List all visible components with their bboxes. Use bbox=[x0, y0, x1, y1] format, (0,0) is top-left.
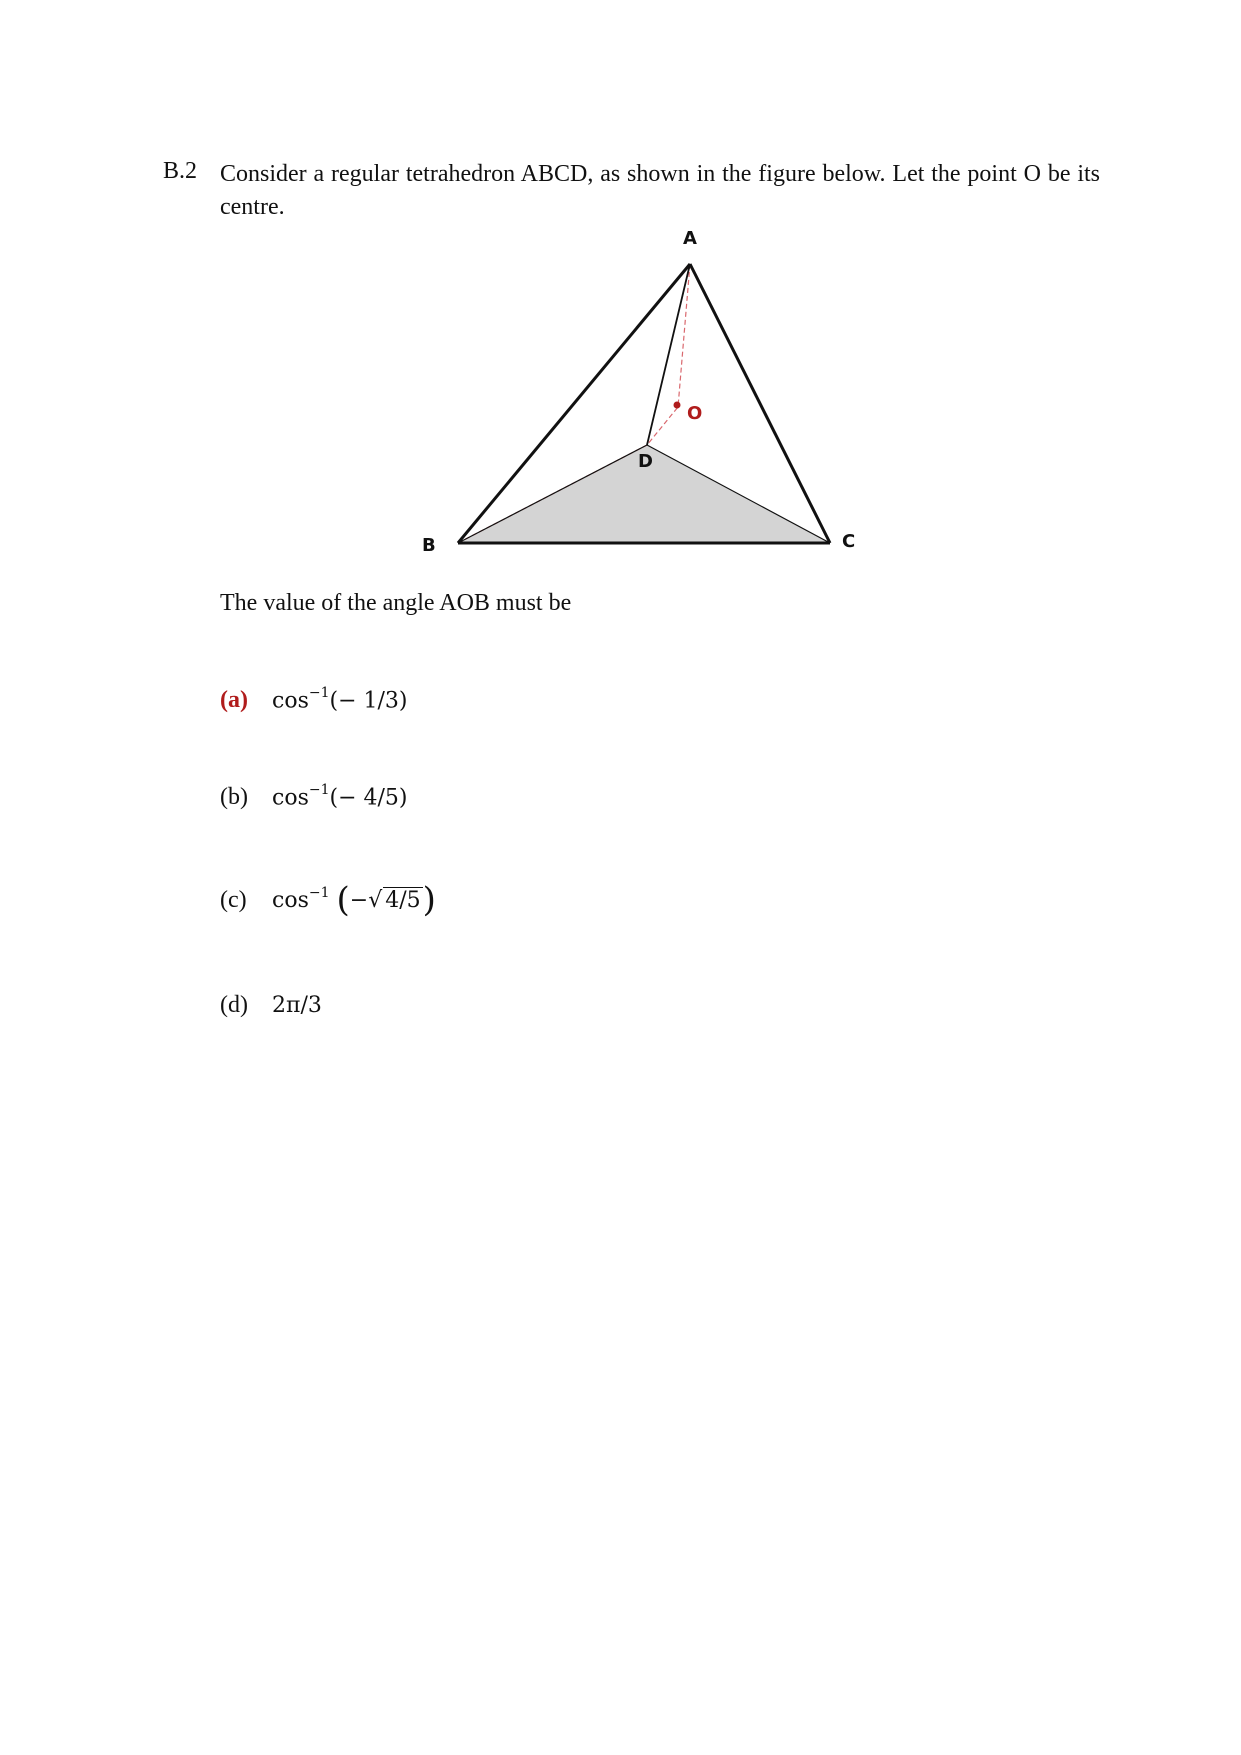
option-c-radicand: 4/5 bbox=[385, 888, 421, 913]
option-b-exponent: −1 bbox=[308, 781, 330, 798]
option-c[interactable] bbox=[220, 880, 436, 920]
option-b-argument: (− 4/5) bbox=[329, 785, 408, 811]
option-b-expression bbox=[272, 781, 408, 811]
option-a-func: cos bbox=[272, 688, 309, 714]
option-a-expression bbox=[272, 684, 408, 714]
option-b[interactable] bbox=[220, 777, 408, 817]
option-d[interactable] bbox=[220, 985, 322, 1025]
option-a-exponent: −1 bbox=[308, 684, 330, 701]
option-d-expression: 2π/3 bbox=[272, 992, 322, 1018]
option-a-label: (a) bbox=[220, 686, 248, 713]
option-c-expression bbox=[272, 880, 436, 920]
question-number: B.2 bbox=[163, 158, 198, 184]
option-d-label: (d) bbox=[220, 991, 248, 1018]
option-c-func: cos bbox=[272, 888, 309, 913]
option-b-label: (b) bbox=[220, 783, 248, 810]
option-a[interactable] bbox=[220, 680, 408, 720]
question-prompt: The value of the angle AOB must be bbox=[220, 590, 572, 616]
vertex-label-a: A bbox=[683, 228, 697, 249]
close-paren: ) bbox=[422, 880, 436, 920]
option-a-argument: (− 1/3) bbox=[329, 688, 408, 714]
option-c-label: (c) bbox=[220, 886, 247, 913]
tetrahedron-figure bbox=[400, 222, 900, 572]
vertex-label-o: O bbox=[687, 403, 703, 424]
vertex-label-c: C bbox=[842, 531, 856, 552]
open-paren: ( bbox=[336, 880, 350, 920]
centre-point-o bbox=[674, 402, 681, 409]
question-text: Consider a regular tetrahedron ABCD, as shown in the figure below. Let the point O be its centre. bbox=[220, 161, 1100, 220]
option-c-exponent: −1 bbox=[308, 884, 330, 901]
sqrt-sign-icon: √ bbox=[368, 888, 383, 913]
option-c-minus: − bbox=[349, 888, 369, 913]
vertex-label-b: B bbox=[422, 535, 436, 556]
option-b-func: cos bbox=[272, 785, 309, 811]
vertex-label-d: D bbox=[638, 451, 653, 472]
